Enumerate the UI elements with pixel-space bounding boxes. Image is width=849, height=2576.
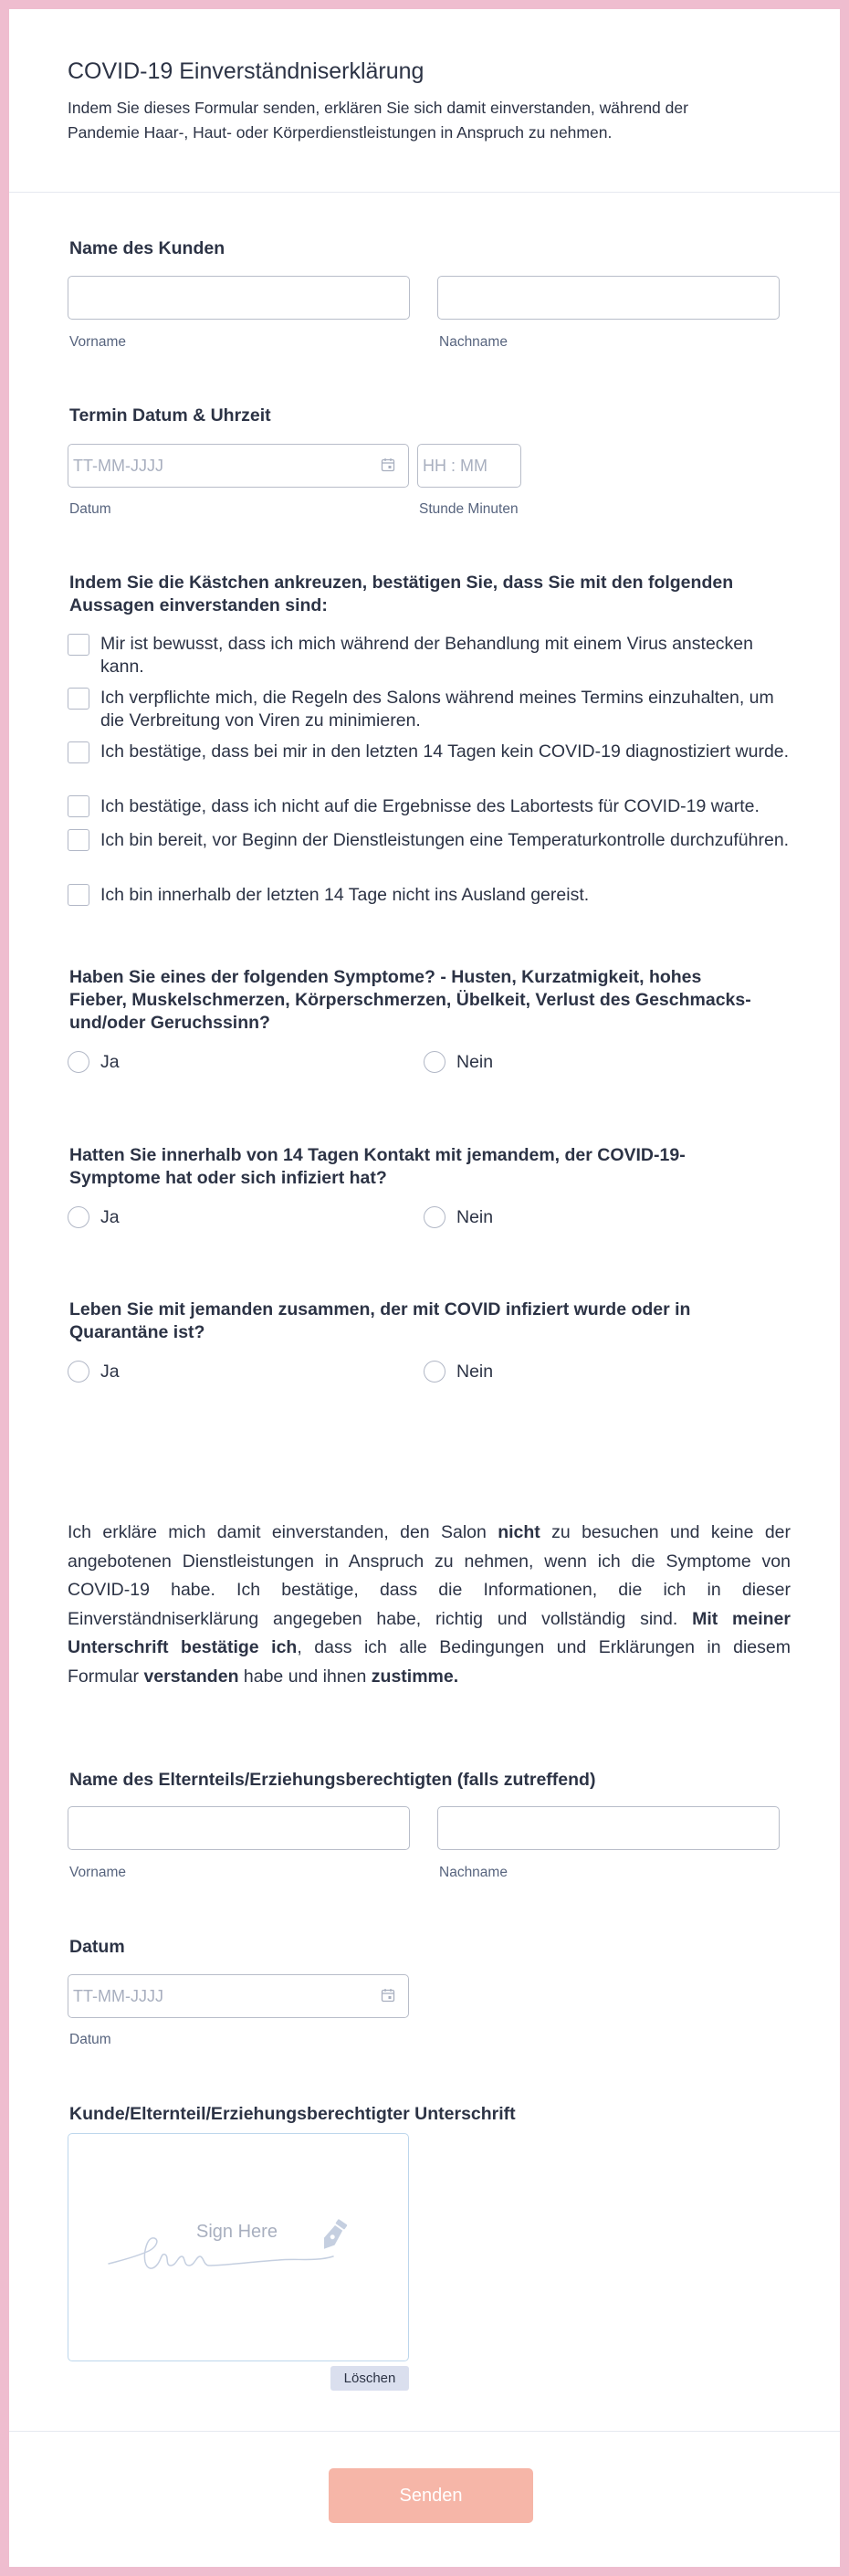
guardian-name-label: Name des Elternteils/Erziehungsberechtigten (falls zutreffend) [69, 1770, 596, 1790]
date-label: Datum [69, 1937, 125, 1957]
appointment-label: Termin Datum & Uhrzeit [69, 405, 271, 426]
contact-question: Hatten Sie innerhalb von 14 Tagen Kontakt mit jemandem, der COVID-19-Symptome hat oder sich infiziert hat? [69, 1145, 686, 1188]
header-divider [9, 192, 840, 193]
calendar-icon[interactable] [381, 1988, 395, 2003]
appointment-time-placeholder: HH : MM [423, 457, 487, 475]
customer-first-name-input[interactable] [68, 276, 410, 320]
signature-label: Kunde/Elternteil/Erziehungsberechtigter Unterschrift [69, 2104, 516, 2124]
guardian-first-name-input[interactable] [68, 1806, 410, 1850]
contact-yes-radio[interactable] [68, 1206, 89, 1228]
agreements-label: Indem Sie die Kästchen ankreuzen, bestätigen Sie, dass Sie mit den folgenden Aussagen einverstanden sind: [69, 573, 734, 615]
symptoms-no-label: Nein [456, 1052, 494, 1072]
signature-pad[interactable] [68, 2133, 409, 2361]
contact-no-radio[interactable] [424, 1206, 445, 1228]
agreement-text-6: Ich bin innerhalb der letzten 14 Tage nicht ins Ausland gereist. [100, 885, 590, 905]
agreement-checkbox-2[interactable] [68, 688, 89, 710]
agreement-text-5: Ich bin bereit, vor Beginn der Dienstleistungen eine Temperaturkontrolle durchzuführen. [100, 830, 790, 850]
appointment-date-sublabel: Datum [69, 501, 111, 517]
agreement-text-4: Ich bestätige, dass ich nicht auf die Ergebnisse des Labortests für COVID-19 warte. [100, 796, 760, 816]
agreement-checkbox-4[interactable] [68, 795, 89, 817]
household-no-label: Nein [456, 1362, 494, 1382]
household-no-radio[interactable] [424, 1361, 445, 1383]
clear-signature-button[interactable]: Löschen [330, 2366, 409, 2391]
household-yes-radio[interactable] [68, 1361, 89, 1383]
agreement-text-3: Ich bestätige, dass bei mir in den letzten 14 Tagen kein COVID-19 diagnostiziert wurde. [100, 741, 790, 762]
form-card [9, 9, 840, 2567]
date-input[interactable] [68, 1974, 409, 2018]
customer-first-name-sublabel: Vorname [69, 334, 127, 350]
household-yes-label: Ja [100, 1362, 120, 1382]
appointment-time-input[interactable] [417, 444, 521, 488]
form-description: Indem Sie dieses Formular senden, erklären Sie sich damit einverstanden, während der Pandemie Haar-, Haut- oder Körperdienstleistungen in Anspruch zu nehmen. [68, 99, 688, 142]
appointment-date-placeholder: TT-MM-JJJJ [73, 457, 163, 475]
symptoms-yes-label: Ja [100, 1052, 120, 1072]
date-sublabel: Datum [69, 2032, 111, 2047]
symptoms-yes-radio[interactable] [68, 1051, 89, 1073]
agreement-checkbox-6[interactable] [68, 884, 89, 906]
customer-last-name-input[interactable] [437, 276, 780, 320]
customer-name-label: Name des Kunden [69, 238, 225, 258]
agreement-checkbox-5[interactable] [68, 829, 89, 851]
footer-divider [9, 2431, 840, 2432]
signature-scribble-icon [105, 2216, 370, 2280]
guardian-first-name-sublabel: Vorname [69, 1865, 127, 1880]
date-placeholder: TT-MM-JJJJ [73, 1987, 163, 2005]
customer-last-name-sublabel: Nachname [439, 334, 508, 350]
guardian-last-name-input[interactable] [437, 1806, 780, 1850]
guardian-last-name-sublabel: Nachname [439, 1865, 508, 1880]
symptoms-question: Haben Sie eines der folgenden Symptome? - Husten, Kurzatmigkeit, hohes Fieber, Muskelschmerzen, Körperschmerzen, Übelkeit, Verlust des Geschmacks- und/oder Geruchssinn? [69, 967, 751, 1033]
agreement-checkbox-1[interactable] [68, 634, 89, 656]
signature-hint: Sign Here [196, 2222, 278, 2242]
appointment-date-input[interactable] [68, 444, 409, 488]
submit-button[interactable]: Senden [329, 2468, 533, 2523]
contact-yes-label: Ja [100, 1207, 120, 1227]
form-title: COVID-19 Einverständniserklärung [68, 58, 424, 84]
contact-no-label: Nein [456, 1207, 494, 1227]
household-question: Leben Sie mit jemanden zusammen, der mit COVID infiziert wurde oder in Quarantäne ist? [69, 1299, 691, 1342]
agreement-text-2: Ich verpflichte mich, die Regeln des Salons während meines Termins einzuhalten, um die Verbreitung von Viren zu minimieren. [100, 688, 774, 731]
appointment-time-sublabel: Stunde Minuten [419, 501, 519, 517]
agreement-checkbox-3[interactable] [68, 741, 89, 763]
calendar-icon[interactable] [381, 457, 395, 472]
agreement-text-1: Mir ist bewusst, dass ich mich während der Behandlung mit einem Virus anstecken kann. [100, 634, 753, 677]
symptoms-no-radio[interactable] [424, 1051, 445, 1073]
declaration-paragraph: Ich erkläre mich damit einverstanden, den Salon nicht zu besuchen und keine der angebotenen Dienstleistungen in Anspruch zu nehmen, wenn ich die Symptome von COVID-19 habe. Ich bestätige, dass die Informationen, die ich in dieser Einverständniserklärung angegeben habe, richtig und vollständig sind. Mit meiner Unterschrift bestätige ich, dass ich alle Bedingungen und Erklärungen in diesem Formular verstanden habe und ihnen zustimme. [68, 1522, 791, 1687]
